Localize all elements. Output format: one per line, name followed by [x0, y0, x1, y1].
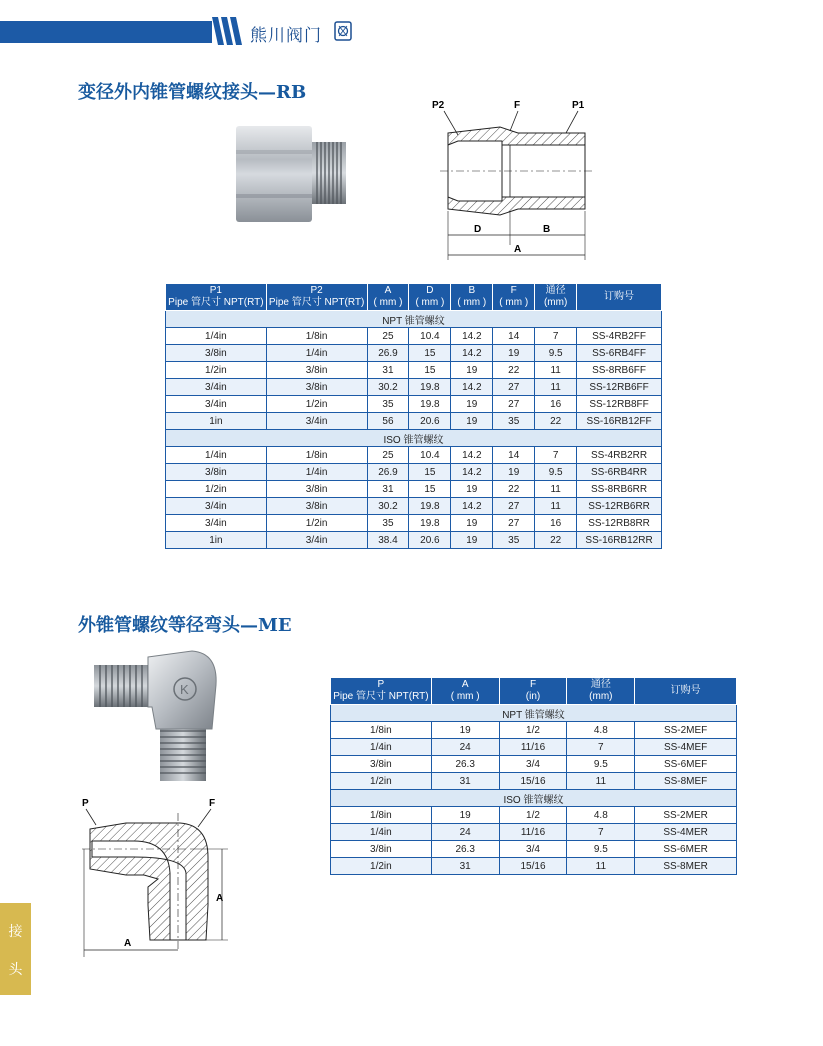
rb-fitting-photo: [222, 120, 352, 230]
table-cell: 22: [535, 413, 577, 430]
table-header-row: [166, 284, 662, 311]
table-group-row: [331, 790, 737, 807]
table-row: [166, 447, 662, 464]
table-cell: SS-8MEF: [635, 773, 737, 790]
table-cell: 31: [431, 773, 499, 790]
table-cell: 3/8in: [266, 481, 367, 498]
col-f: F (in): [499, 678, 567, 705]
table-cell: 19.8: [409, 396, 451, 413]
table-row: [166, 464, 662, 481]
label-b: B: [543, 224, 551, 235]
table-cell: SS-6MEF: [635, 756, 737, 773]
table-cell: 3/8in: [166, 464, 267, 481]
me-spec-table: [330, 677, 737, 875]
table-cell: 31: [367, 481, 409, 498]
table-cell: 15: [409, 362, 451, 379]
table-cell: 1/4in: [331, 824, 432, 841]
table-cell: 31: [431, 858, 499, 875]
rb-spec-table: [165, 283, 662, 549]
table-cell: SS-12RB6FF: [577, 379, 662, 396]
table-cell: 30.2: [367, 379, 409, 396]
table-cell: 15/16: [499, 858, 567, 875]
table-cell: 3/8in: [331, 756, 432, 773]
table-cell: 25: [367, 328, 409, 345]
table-row: [166, 515, 662, 532]
me-label-f: F: [209, 798, 216, 809]
table-cell: SS-6MER: [635, 841, 737, 858]
table-cell: 1in: [166, 413, 267, 430]
table-cell: 7: [535, 328, 577, 345]
table-cell: 1/2in: [331, 858, 432, 875]
group-label: NPT 锥管螺纹: [331, 705, 737, 722]
table-row: [331, 807, 737, 824]
table-cell: 10.4: [409, 447, 451, 464]
table-group-row: [166, 311, 662, 328]
table-cell: SS-4RB2RR: [577, 447, 662, 464]
table-cell: 35: [367, 396, 409, 413]
table-cell: 9.5: [535, 345, 577, 362]
table-cell: 1/4in: [166, 328, 267, 345]
table-cell: 19: [431, 722, 499, 739]
table-row: [166, 345, 662, 362]
brand-logo-icon: [333, 20, 353, 42]
table-row: [331, 756, 737, 773]
table-cell: 31: [367, 362, 409, 379]
table-row: [331, 824, 737, 841]
table-cell: 3/8in: [266, 362, 367, 379]
side-category-tab: [0, 903, 31, 995]
table-row: [166, 532, 662, 549]
table-cell: SS-4MEF: [635, 739, 737, 756]
table-cell: SS-12RB8FF: [577, 396, 662, 413]
table-cell: SS-2MEF: [635, 722, 737, 739]
table-cell: 22: [535, 532, 577, 549]
table-cell: 11: [535, 498, 577, 515]
col-p1: P1 Pipe 管尺寸 NPT(RT): [166, 284, 267, 311]
col-d: D ( mm ): [409, 284, 451, 311]
table-cell: 1/4in: [266, 345, 367, 362]
table-cell: 56: [367, 413, 409, 430]
table-cell: 15: [409, 481, 451, 498]
label-p2: P2: [432, 100, 445, 111]
table-row: [166, 379, 662, 396]
table-cell: 3/8in: [266, 498, 367, 515]
svg-text:K: K: [180, 682, 189, 697]
col-f: F ( mm ): [493, 284, 535, 311]
table-cell: 15: [409, 345, 451, 362]
table-row: [331, 858, 737, 875]
table-cell: 11: [567, 858, 635, 875]
table-cell: 26.9: [367, 345, 409, 362]
table-row: [166, 498, 662, 515]
table-cell: 14.2: [451, 379, 493, 396]
table-cell: 9.5: [535, 464, 577, 481]
table-cell: 19: [451, 481, 493, 498]
table-cell: 19: [493, 345, 535, 362]
col-a: A ( mm ): [367, 284, 409, 311]
table-cell: 19.8: [409, 498, 451, 515]
table-row: [166, 413, 662, 430]
table-cell: 1/2: [499, 807, 567, 824]
rb-dimension-drawing: [430, 95, 610, 265]
table-cell: 1/8in: [266, 328, 367, 345]
table-cell: SS-8RB6FF: [577, 362, 662, 379]
section-title-me: 外锥管螺纹等径弯头—ME: [78, 615, 292, 636]
table-cell: 3/4in: [266, 532, 367, 549]
table-cell: 25: [367, 447, 409, 464]
table-cell: 7: [567, 824, 635, 841]
table-cell: 26.3: [431, 841, 499, 858]
table-cell: 30.2: [367, 498, 409, 515]
table-cell: 3/8in: [166, 345, 267, 362]
table-cell: 19: [451, 413, 493, 430]
table-cell: 15: [409, 464, 451, 481]
me-dimension-drawing: [78, 795, 238, 960]
table-cell: 1/2in: [266, 396, 367, 413]
table-cell: 35: [367, 515, 409, 532]
group-label: ISO 锥管螺纹: [331, 790, 737, 807]
table-cell: 19: [493, 464, 535, 481]
table-cell: 1/2in: [266, 515, 367, 532]
table-cell: SS-4RB2FF: [577, 328, 662, 345]
table-cell: 11: [535, 481, 577, 498]
table-cell: 19: [451, 362, 493, 379]
table-cell: 27: [493, 379, 535, 396]
me-label-a-bottom: A: [124, 938, 132, 949]
table-row: [331, 722, 737, 739]
me-label-a-side: A: [216, 893, 224, 904]
side-tab-char-2: 头: [8, 962, 23, 978]
table-cell: SS-12RB8RR: [577, 515, 662, 532]
col-order: 订购号: [635, 678, 737, 705]
group-label: ISO 锥管螺纹: [166, 430, 662, 447]
table-cell: 22: [493, 362, 535, 379]
group-label: NPT 锥管螺纹: [166, 311, 662, 328]
table-cell: 3/4in: [266, 413, 367, 430]
table-cell: 1/2in: [166, 362, 267, 379]
table-cell: 26.3: [431, 756, 499, 773]
table-cell: 16: [535, 515, 577, 532]
me-elbow-photo: [80, 645, 220, 785]
table-cell: SS-4MER: [635, 824, 737, 841]
table-cell: SS-6RB4FF: [577, 345, 662, 362]
table-row: [331, 739, 737, 756]
table-cell: 19: [451, 515, 493, 532]
table-cell: 9.5: [567, 756, 635, 773]
table-cell: 19.8: [409, 379, 451, 396]
brand-name: 熊川阀门: [250, 26, 322, 46]
table-cell: 10.4: [409, 328, 451, 345]
table-cell: 9.5: [567, 841, 635, 858]
table-cell: 11/16: [499, 739, 567, 756]
table-cell: SS-6RB4RR: [577, 464, 662, 481]
table-cell: 1/8in: [266, 447, 367, 464]
table-row: [331, 773, 737, 790]
table-cell: 14.2: [451, 447, 493, 464]
side-tab-char-1: 接: [8, 924, 23, 940]
table-cell: 19.8: [409, 515, 451, 532]
table-cell: 3/4in: [166, 498, 267, 515]
table-cell: 22: [493, 481, 535, 498]
table-cell: 11: [567, 773, 635, 790]
label-a: A: [514, 244, 522, 255]
table-cell: 1in: [166, 532, 267, 549]
table-cell: 24: [431, 739, 499, 756]
table-cell: 26.9: [367, 464, 409, 481]
table-cell: 1/2: [499, 722, 567, 739]
table-cell: 14.2: [451, 498, 493, 515]
table-cell: SS-2MER: [635, 807, 737, 824]
table-group-row: [166, 430, 662, 447]
table-cell: SS-8RB6RR: [577, 481, 662, 498]
table-cell: 1/8in: [331, 807, 432, 824]
label-p1: P1: [572, 100, 585, 111]
table-cell: 3/8in: [266, 379, 367, 396]
table-cell: SS-8MER: [635, 858, 737, 875]
table-cell: 14.2: [451, 345, 493, 362]
table-cell: 15/16: [499, 773, 567, 790]
table-cell: 1/4in: [166, 447, 267, 464]
table-cell: 20.6: [409, 413, 451, 430]
table-cell: 35: [493, 532, 535, 549]
col-bore: 通径 (mm): [535, 284, 577, 311]
table-cell: 38.4: [367, 532, 409, 549]
table-cell: 11: [535, 362, 577, 379]
table-cell: 20.6: [409, 532, 451, 549]
table-cell: 3/4: [499, 756, 567, 773]
table-cell: SS-16RB12RR: [577, 532, 662, 549]
table-cell: 3/4in: [166, 379, 267, 396]
col-order: 订购号: [577, 284, 662, 311]
table-cell: 35: [493, 413, 535, 430]
col-p2: P2 Pipe 管尺寸 NPT(RT): [266, 284, 367, 311]
table-cell: 19: [451, 396, 493, 413]
table-cell: 1/4in: [331, 739, 432, 756]
table-cell: 19: [431, 807, 499, 824]
table-cell: 19: [451, 532, 493, 549]
table-cell: 14.2: [451, 464, 493, 481]
table-cell: 16: [535, 396, 577, 413]
table-cell: 3/8in: [331, 841, 432, 858]
table-row: [331, 841, 737, 858]
label-d: D: [474, 224, 482, 235]
table-cell: 3/4in: [166, 515, 267, 532]
table-cell: 27: [493, 498, 535, 515]
table-cell: 14.2: [451, 328, 493, 345]
table-cell: 4.8: [567, 722, 635, 739]
table-cell: 27: [493, 396, 535, 413]
col-p: P Pipe 管尺寸 NPT(RT): [331, 678, 432, 705]
table-row: [166, 328, 662, 345]
me-label-p: P: [82, 798, 89, 809]
table-cell: 24: [431, 824, 499, 841]
col-a: A ( mm ): [431, 678, 499, 705]
table-cell: SS-12RB6RR: [577, 498, 662, 515]
table-cell: 1/2in: [331, 773, 432, 790]
table-row: [166, 396, 662, 413]
col-b: B ( mm ): [451, 284, 493, 311]
table-header-row: [331, 678, 737, 705]
table-cell: 3/4: [499, 841, 567, 858]
table-cell: SS-16RB12FF: [577, 413, 662, 430]
header-bar: [0, 21, 212, 43]
label-f: F: [514, 100, 521, 111]
table-cell: 1/2in: [166, 481, 267, 498]
brand-stripes: [212, 17, 248, 45]
table-cell: 14: [493, 328, 535, 345]
table-cell: 3/4in: [166, 396, 267, 413]
table-group-row: [331, 705, 737, 722]
table-cell: 14: [493, 447, 535, 464]
table-cell: 1/8in: [331, 722, 432, 739]
table-cell: 11: [535, 379, 577, 396]
section-title-rb: 变径外内锥管螺纹接头—RB: [78, 82, 307, 103]
table-row: [166, 481, 662, 498]
col-bore: 通径 (mm): [567, 678, 635, 705]
table-cell: 1/4in: [266, 464, 367, 481]
table-cell: 27: [493, 515, 535, 532]
table-row: [166, 362, 662, 379]
table-cell: 7: [567, 739, 635, 756]
table-cell: 11/16: [499, 824, 567, 841]
table-cell: 4.8: [567, 807, 635, 824]
table-cell: 7: [535, 447, 577, 464]
